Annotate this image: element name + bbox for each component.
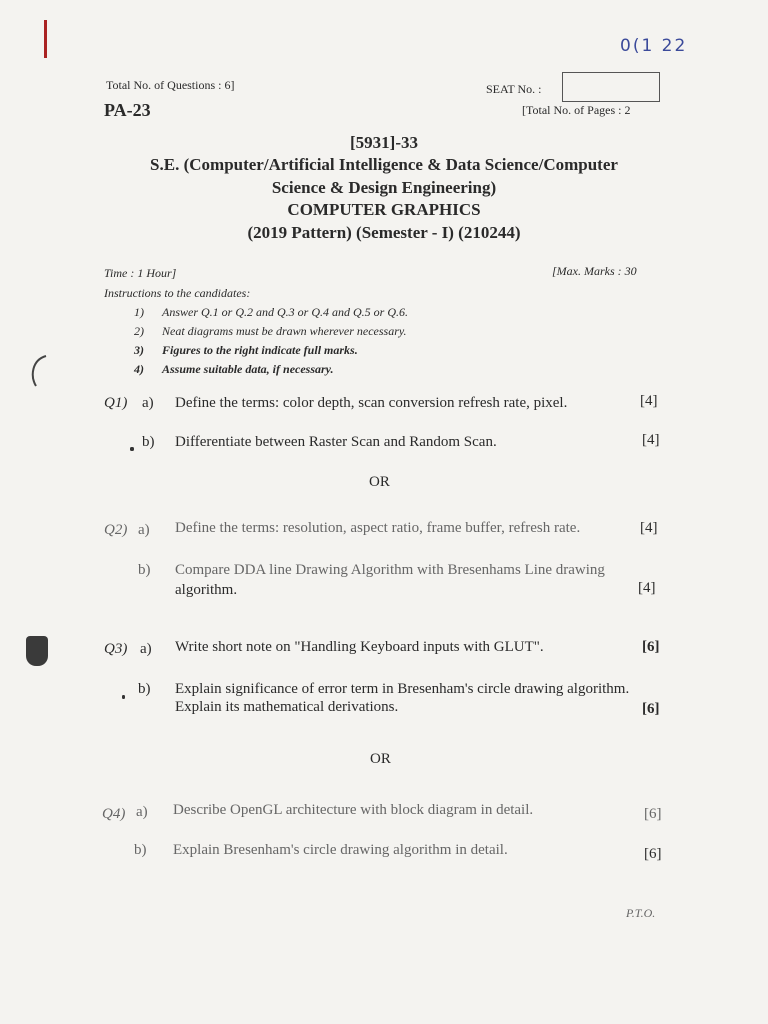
q4b-text: Explain Bresenham's circle drawing algorithm in detail.	[173, 842, 508, 858]
q2-number: Q2)	[104, 522, 128, 538]
q4b-label: b)	[134, 842, 147, 858]
ink-dot	[122, 695, 125, 699]
q4a-marks: [6]	[644, 806, 662, 822]
ink-dot	[130, 447, 134, 451]
or-separator-1: OR	[369, 474, 390, 490]
q4a-text: Describe OpenGL architecture with block diagram in detail.	[173, 802, 534, 818]
q2a-text: Define the terms: resolution, aspect ratio, frame buffer, refresh rate.	[175, 520, 581, 536]
q1b-label: b)	[142, 434, 155, 450]
q2b-text-line2: algorithm.	[175, 582, 238, 598]
paper-code: PA-23	[104, 100, 151, 120]
q4-number: Q4)	[102, 806, 126, 822]
instruction-num-2: 2)	[134, 324, 144, 338]
instruction-text-3: Figures to the right indicate full marks.	[162, 343, 358, 357]
q2b-marks: [4]	[638, 580, 656, 596]
q3a-label: a)	[140, 641, 152, 657]
q1-number: Q1)	[104, 395, 128, 411]
pattern-line: (2019 Pattern) (Semester - I) (210244)	[247, 223, 521, 242]
q4b-marks: [6]	[644, 846, 662, 862]
instruction-num-1: 1)	[134, 305, 144, 319]
q3b-marks: [6]	[642, 701, 660, 717]
q3a-text: Write short note on "Handling Keyboard inputs with GLUT".	[175, 639, 544, 655]
q2a-marks: [4]	[640, 520, 658, 536]
q1b-marks: [4]	[642, 432, 660, 448]
q4a-label: a)	[136, 804, 148, 820]
max-marks-label: [Max. Marks : 30	[552, 264, 637, 278]
or-separator-2: OR	[370, 751, 391, 767]
q3b-text-line1: Explain significance of error term in Bresenham's circle drawing algorithm.	[175, 681, 630, 697]
left-edge-line	[44, 20, 47, 58]
q2b-label: b)	[138, 562, 151, 578]
degree-line-1: S.E. (Computer/Artificial Intelligence & Data Science/Computer	[150, 155, 618, 174]
total-questions: Total No. of Questions : 6]	[106, 78, 235, 92]
q1a-marks: [4]	[640, 393, 658, 409]
punch-hole-arc	[26, 352, 50, 388]
q2b-text-line1: Compare DDA line Drawing Algorithm with Bresenhams Line drawing	[175, 562, 605, 578]
degree-line-2: Science & Design Engineering)	[271, 178, 497, 197]
seat-no-box[interactable]	[562, 72, 660, 102]
q1a-text: Define the terms: color depth, scan conversion refresh rate, pixel.	[175, 395, 568, 411]
instructions-heading: Instructions to the candidates:	[104, 286, 251, 300]
subject-title: COMPUTER GRAPHICS	[287, 200, 481, 219]
time-label: Time : 1 Hour]	[104, 266, 177, 280]
q3-number: Q3)	[104, 641, 128, 657]
instruction-num-4: 4)	[134, 362, 144, 376]
instruction-text-2: Neat diagrams must be drawn wherever necessary.	[162, 324, 407, 338]
instruction-text-1: Answer Q.1 or Q.2 and Q.3 or Q.4 and Q.5 or Q.6.	[162, 305, 409, 319]
q3b-text-line2: Explain its mathematical derivations.	[175, 699, 399, 715]
q1a-label: a)	[142, 395, 154, 411]
instruction-num-3: 3)	[134, 343, 144, 357]
q1b-text: Differentiate between Raster Scan and Random Scan.	[175, 434, 497, 450]
q3b-label: b)	[138, 681, 151, 697]
q2a-label: a)	[138, 522, 150, 538]
exam-code: [5931]-33	[350, 133, 418, 152]
seat-no-label: SEAT No. :	[486, 82, 542, 96]
instruction-text-4: Assume suitable data, if necessary.	[162, 362, 334, 376]
pto-footer: P.T.O.	[626, 906, 656, 920]
staple-mark	[26, 636, 48, 666]
q3a-marks: [6]	[642, 639, 660, 655]
total-pages: [Total No. of Pages : 2	[522, 103, 631, 117]
handwritten-note: 0(1 22	[620, 36, 688, 56]
